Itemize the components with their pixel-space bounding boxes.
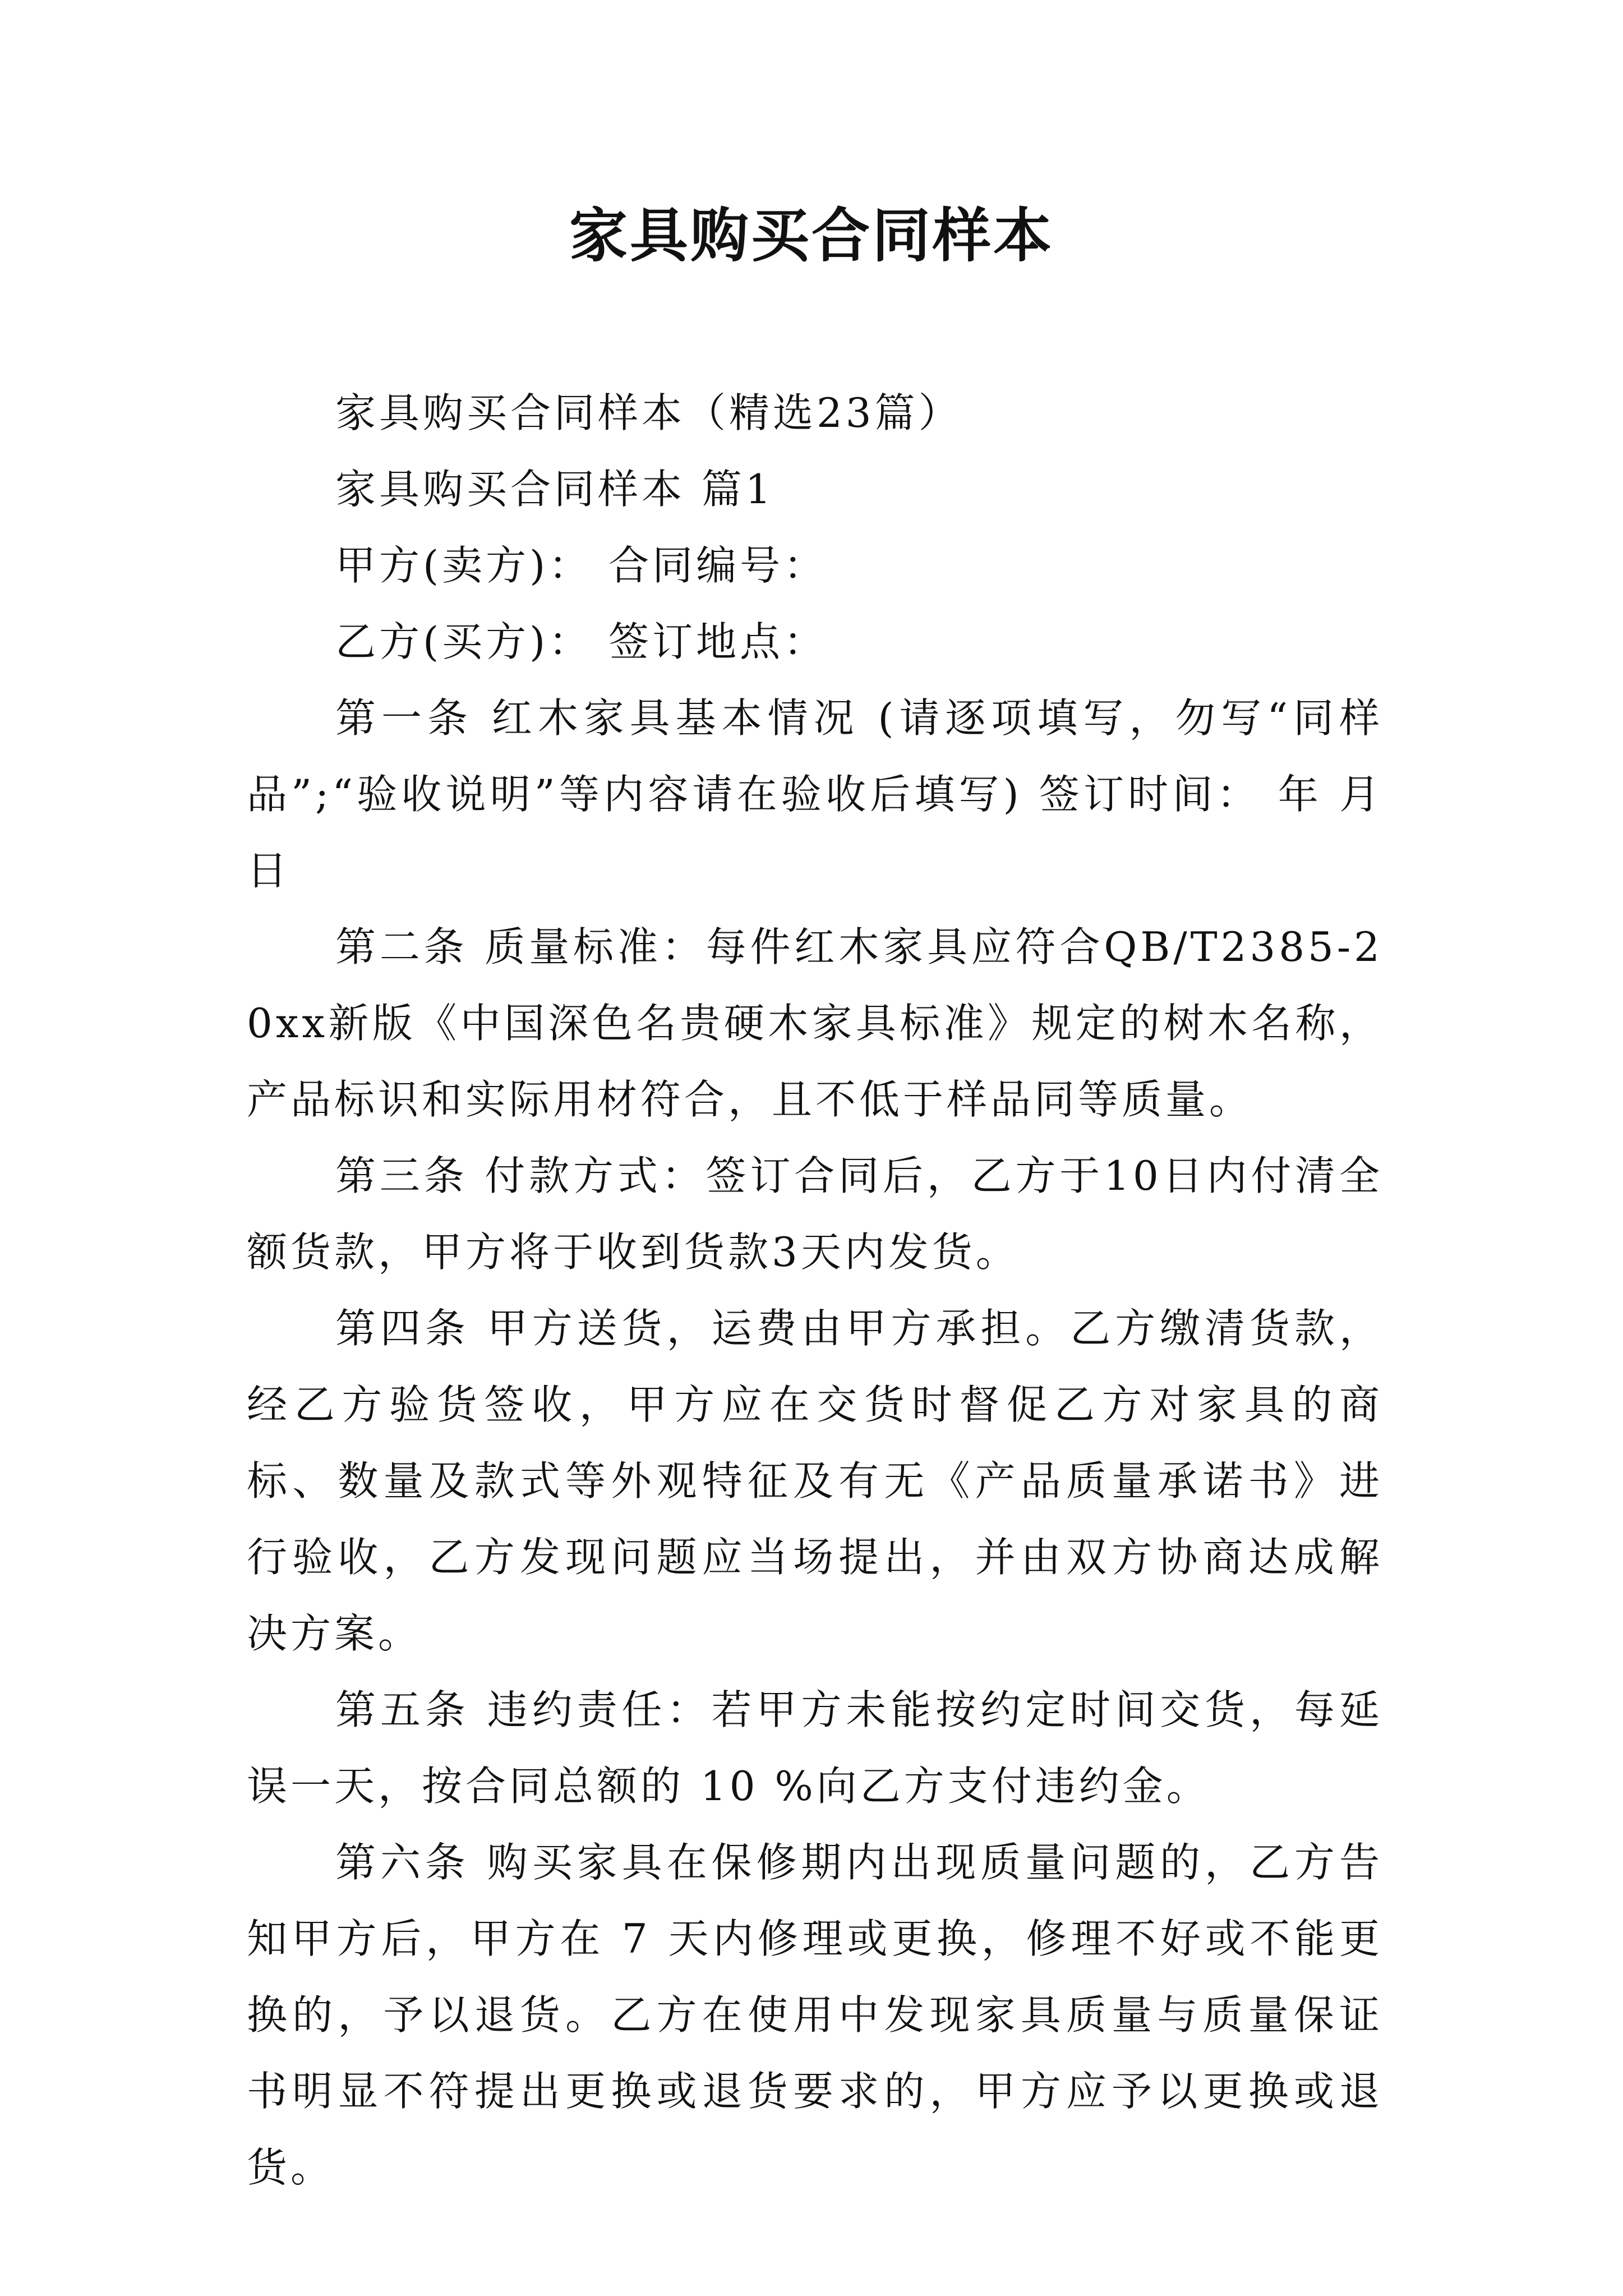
paragraph-clause-2: 第二条 质量标准：每件红木家具应符合QB/T2385-20xx新版《中国深色名贵硬木家具标准》规定的树木名称，产品标识和实际用材符合，且不低于样品同等质量。	[247, 923, 1383, 1123]
document-title: 家具购买合同样本	[569, 201, 1054, 270]
paragraph-clause-3: 第三条 付款方式：签订合同后，乙方于10日内付清全额货款，甲方将于收到货款3天内发货。	[247, 1152, 1383, 1276]
paragraph-clause-1: 第一条 红木家具基本情况 (请逐项填写，勿写“同样品”;“验收说明”等内容请在验收后填写) 签订时间： 年 月 日	[247, 694, 1383, 894]
paragraph-party-b: 乙方(买方)： 签订地点：	[335, 618, 828, 665]
paragraph-clause-5: 第五条 违约责任：若甲方未能按约定时间交货，每延误一天，按合同总额的 10 %向乙方支付违约金。	[247, 1686, 1383, 1810]
paragraph-collection-title: 家具购买合同样本（精选23篇）	[335, 389, 962, 436]
paragraph-article-heading: 家具购买合同样本 篇1	[335, 466, 774, 513]
paragraph-party-a: 甲方(卖方)： 合同编号：	[335, 542, 828, 589]
paragraph-clause-4: 第四条 甲方送货，运费由甲方承担。乙方缴清货款，经乙方验货签收，甲方应在交货时督促乙方对家具的商标、数量及款式等外观特征及有无《产品质量承诺书》进行验收，乙方发现问题应当场提出，并由双方协商达成解决方案。	[247, 1305, 1383, 1657]
paragraph-clause-6: 第六条 购买家具在保修期内出现质量问题的，乙方告知甲方后，甲方在 7 天内修理或更换，修理不好或不能更换的，予以退货。乙方在使用中发现家具质量与质量保证书明显不符提出更换或退货要求的，甲方应予以更换或退货。	[247, 1839, 1383, 2191]
document-body	[247, 375, 1383, 2206]
